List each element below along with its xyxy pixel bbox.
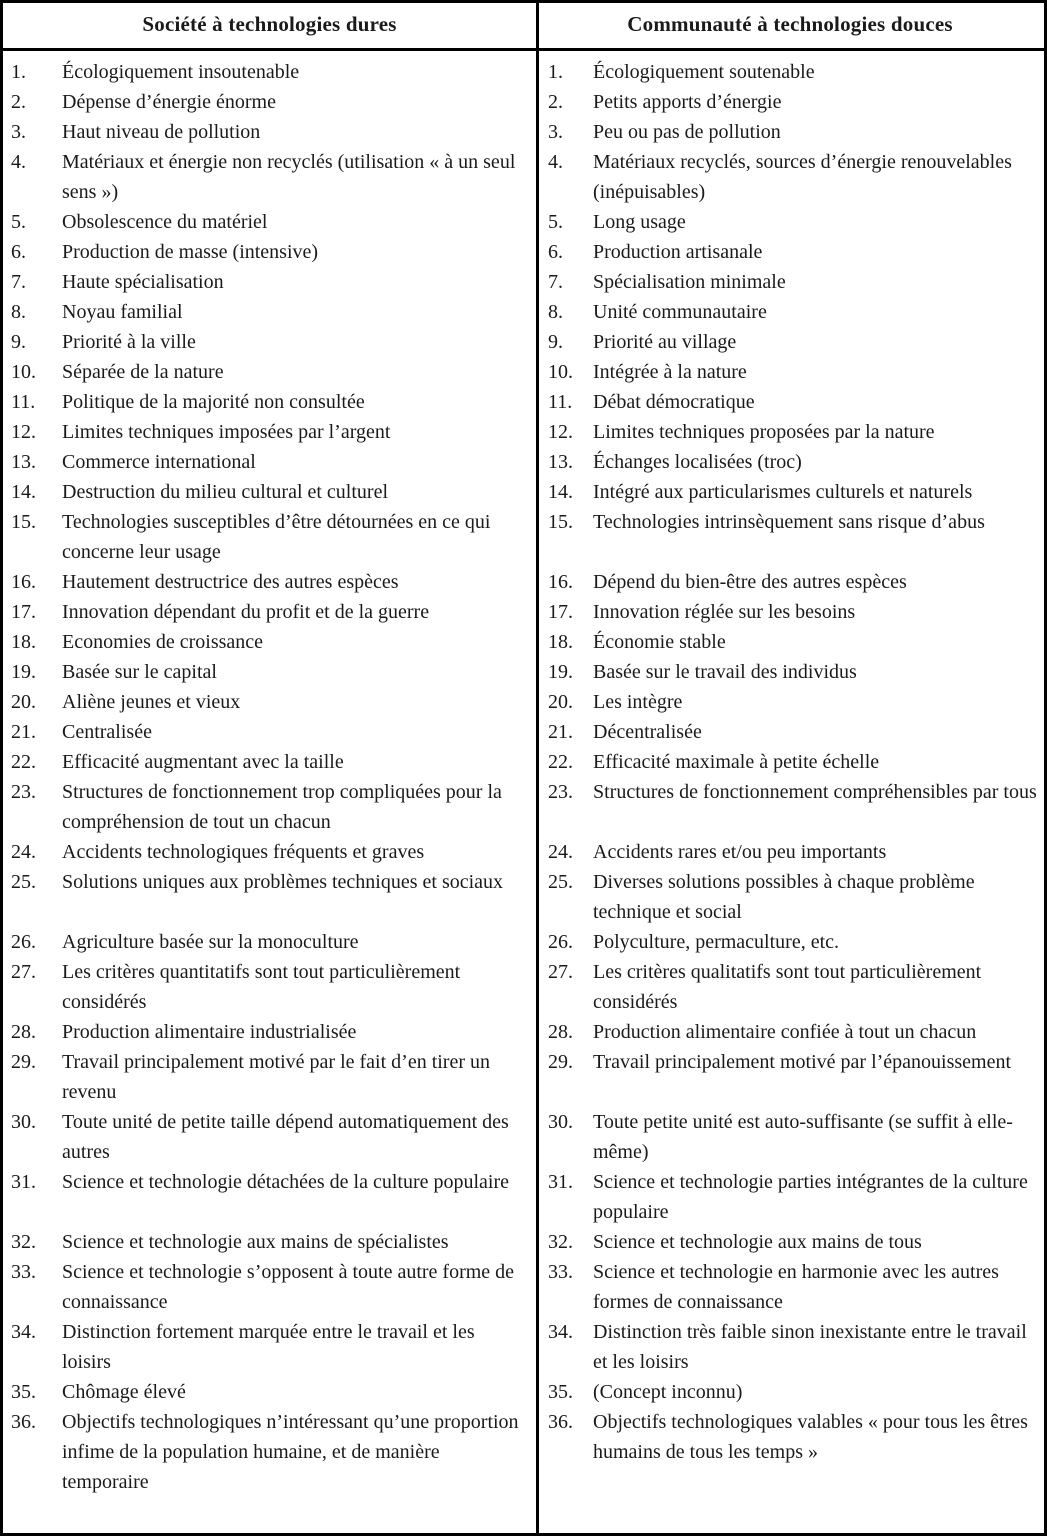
item-text-right: Intégré aux particularismes culturels et naturels [593, 481, 973, 503]
item-number-left: 1. [11, 61, 26, 83]
item-number-left: 32. [11, 1231, 36, 1253]
item-text-right: Peu ou pas de pollution [593, 121, 781, 143]
item-text-right: Structures de fonctionnement compréhensibles par tous [593, 781, 1037, 803]
item-text-right: Science et technologie en harmonie avec les autres formes de connaissance [593, 1261, 999, 1313]
item-text-left: Structures de fonctionnement trop compliquées pour la compréhension de tout un chacun [62, 781, 502, 833]
item-number-right: 29. [548, 1051, 573, 1073]
item-text-left: Innovation dépendant du profit et de la guerre [62, 601, 430, 623]
item-text-left: Technologies susceptibles d’être détournées en ce qui concerne leur usage [62, 511, 491, 563]
item-text-left: Efficacité augmentant avec la taille [62, 751, 344, 773]
item-text-left: Production alimentaire industrialisée [62, 1021, 357, 1043]
item-text-left: Objectifs technologiques n’intéressant qu’une proportion infime de la population humaine, et de manière temporaire [62, 1411, 519, 1493]
item-text-left: Distinction fortement marquée entre le travail et les loisirs [62, 1321, 475, 1373]
item-text-left: Haute spécialisation [62, 271, 224, 293]
item-number-left: 13. [11, 451, 36, 473]
item-number-right: 30. [548, 1111, 573, 1133]
item-number-right: 31. [548, 1171, 573, 1193]
item-text-right: Les intègre [593, 691, 683, 713]
item-text-right: Dépend du bien-être des autres espèces [593, 571, 907, 593]
table-body [3, 51, 1044, 1497]
item-text-left: Destruction du milieu cultural et culturel [62, 481, 389, 503]
item-text-right: Science et technologie aux mains de tous [593, 1231, 922, 1253]
item-number-left: 24. [11, 841, 36, 863]
item-text-right: Priorité au village [593, 331, 737, 353]
item-text-left: Centralisée [62, 721, 152, 743]
item-number-right: 7. [548, 271, 563, 293]
item-text-right: Toute petite unité est auto-suffisante (se suffit à elle-même) [593, 1111, 1013, 1163]
item-text-right: Limites techniques proposées par la nature [593, 421, 935, 443]
item-number-left: 27. [11, 961, 36, 983]
item-text-left: Aliène jeunes et vieux [62, 691, 241, 713]
item-number-left: 22. [11, 751, 36, 773]
column-divider [536, 3, 539, 1533]
item-number-left: 30. [11, 1111, 36, 1133]
item-text-left: Solutions uniques aux problèmes techniques et sociaux [62, 871, 504, 893]
item-text-left: Écologiquement insoutenable [62, 61, 300, 83]
item-number-left: 11. [11, 391, 36, 413]
item-number-right: 9. [548, 331, 563, 353]
item-text-left: Economies de croissance [62, 631, 264, 653]
item-text-right: Écologiquement soutenable [593, 61, 815, 83]
item-text-right: Diverses solutions possibles à chaque problème technique et social [593, 871, 975, 923]
item-text-right: Efficacité maximale à petite échelle [593, 751, 880, 773]
item-text-left: Dépense d’énergie énorme [62, 91, 276, 113]
item-text-right: Science et technologie parties intégrantes de la culture populaire [593, 1171, 1028, 1223]
item-text-right: Technologies intrinsèquement sans risque d’abus [593, 511, 985, 533]
item-text-left: Obsolescence du matériel [62, 211, 268, 233]
item-number-right: 18. [548, 631, 573, 653]
item-number-left: 10. [11, 361, 36, 383]
item-number-left: 2. [11, 91, 26, 113]
item-text-left: Noyau familial [62, 301, 183, 323]
item-number-right: 35. [548, 1381, 573, 1403]
item-text-right: Polyculture, permaculture, etc. [593, 931, 840, 953]
item-number-right: 5. [548, 211, 563, 233]
item-text-right: Long usage [593, 211, 686, 233]
item-number-left: 9. [11, 331, 26, 353]
item-text-right: Les critères qualitatifs sont tout particulièrement considérés [593, 961, 982, 1013]
item-number-left: 23. [11, 781, 36, 803]
item-number-right: 36. [548, 1411, 573, 1433]
item-number-right: 24. [548, 841, 573, 863]
item-number-left: 12. [11, 421, 36, 443]
item-number-right: 34. [548, 1321, 573, 1343]
item-text-left: Matériaux et énergie non recyclés (utilisation « à un seul sens ») [62, 151, 516, 203]
item-text-left: Science et technologie aux mains de spécialistes [62, 1231, 449, 1253]
item-text-left: Toute unité de petite taille dépend automatiquement des autres [62, 1111, 509, 1163]
item-number-left: 31. [11, 1171, 36, 1193]
item-number-right: 25. [548, 871, 573, 893]
item-text-left: Production de masse (intensive) [62, 241, 319, 263]
item-text-right: Travail principalement motivé par l’épanouissement [593, 1051, 1012, 1073]
column-header-hard-tech: Société à technologies dures [142, 12, 397, 36]
item-number-left: 33. [11, 1261, 36, 1283]
item-number-left: 34. [11, 1321, 36, 1343]
item-number-right: 26. [548, 931, 573, 953]
item-text-left: Haut niveau de pollution [62, 121, 261, 143]
item-number-right: 28. [548, 1021, 573, 1043]
item-number-left: 21. [11, 721, 36, 743]
item-number-left: 17. [11, 601, 36, 623]
item-number-right: 10. [548, 361, 573, 383]
item-number-right: 6. [548, 241, 563, 263]
item-text-right: Production artisanale [593, 241, 763, 263]
item-number-left: 18. [11, 631, 36, 653]
item-number-left: 28. [11, 1021, 36, 1043]
item-text-right: Innovation réglée sur les besoins [593, 601, 856, 623]
item-number-right: 19. [548, 661, 573, 683]
item-number-right: 13. [548, 451, 573, 473]
item-text-right: Unité communautaire [593, 301, 767, 323]
item-text-right: Spécialisation minimale [593, 271, 786, 293]
item-text-left: Science et technologie s’opposent à toute autre forme de connaissance [62, 1261, 515, 1313]
item-number-left: 15. [11, 511, 36, 533]
item-text-right: Matériaux recyclés, sources d’énergie renouvelables (inépuisables) [593, 151, 1012, 203]
item-number-right: 11. [548, 391, 573, 413]
item-text-right: Objectifs technologiques valables « pour tous les êtres humains de tous les temps » [593, 1411, 1028, 1463]
item-text-right: Petits apports d’énergie [593, 91, 782, 113]
item-number-left: 16. [11, 571, 36, 593]
item-text-left: Priorité à la ville [62, 331, 196, 353]
item-text-left: Politique de la majorité non consultée [62, 391, 365, 413]
item-number-right: 14. [548, 481, 573, 503]
item-text-left: Science et technologie détachées de la culture populaire [62, 1171, 510, 1193]
item-text-right: Accidents rares et/ou peu importants [593, 841, 887, 863]
item-number-right: 15. [548, 511, 573, 533]
item-text-right: Décentralisée [593, 721, 702, 743]
item-number-left: 19. [11, 661, 36, 683]
item-number-right: 20. [548, 691, 573, 713]
item-number-right: 2. [548, 91, 563, 113]
item-text-left: Agriculture basée sur la monoculture [62, 931, 359, 953]
item-text-left: Basée sur le capital [62, 661, 217, 683]
item-number-left: 25. [11, 871, 36, 893]
item-number-left: 26. [11, 931, 36, 953]
item-number-left: 29. [11, 1051, 36, 1073]
item-number-left: 36. [11, 1411, 36, 1433]
item-number-right: 21. [548, 721, 573, 743]
table-header-row [3, 3, 1044, 51]
item-number-left: 20. [11, 691, 36, 713]
item-number-left: 35. [11, 1381, 36, 1403]
item-number-left: 14. [11, 481, 36, 503]
item-text-right: Production alimentaire confiée à tout un chacun [593, 1021, 977, 1043]
item-text-right: Débat démocratique [593, 391, 755, 413]
item-number-right: 27. [548, 961, 573, 983]
item-number-left: 5. [11, 211, 26, 233]
item-text-right: Basée sur le travail des individus [593, 661, 857, 683]
item-text-left: Travail principalement motivé par le fait d’en tirer un revenu [62, 1051, 491, 1103]
item-number-left: 7. [11, 271, 26, 293]
item-number-right: 33. [548, 1261, 573, 1283]
item-text-right: (Concept inconnu) [593, 1381, 743, 1403]
item-number-right: 32. [548, 1231, 573, 1253]
item-text-left: Séparée de la nature [62, 361, 224, 383]
item-number-right: 23. [548, 781, 573, 803]
item-text-left: Accidents technologiques fréquents et graves [62, 841, 425, 863]
item-text-right: Distinction très faible sinon inexistante entre le travail et les loisirs [593, 1321, 1027, 1373]
item-text-left: Chômage élevé [62, 1381, 186, 1403]
item-text-right: Échanges localisées (troc) [593, 451, 802, 473]
item-number-right: 3. [548, 121, 563, 143]
item-number-right: 4. [548, 151, 563, 173]
item-text-right: Économie stable [593, 631, 726, 653]
item-number-left: 6. [11, 241, 26, 263]
item-text-right: Intégrée à la nature [593, 361, 747, 383]
item-text-left: Hautement destructrice des autres espèces [62, 571, 399, 593]
item-number-left: 4. [11, 151, 26, 173]
item-text-left: Commerce international [62, 451, 256, 473]
item-text-left: Limites techniques imposées par l’argent [62, 421, 391, 443]
column-header-soft-tech: Communauté à technologies douces [627, 12, 953, 36]
item-number-right: 8. [548, 301, 563, 323]
item-number-right: 16. [548, 571, 573, 593]
item-number-left: 3. [11, 121, 26, 143]
item-number-right: 17. [548, 601, 573, 623]
item-number-right: 12. [548, 421, 573, 443]
item-number-right: 22. [548, 751, 573, 773]
item-number-right: 1. [548, 61, 563, 83]
item-number-left: 8. [11, 301, 26, 323]
item-text-left: Les critères quantitatifs sont tout particulièrement considérés [62, 961, 461, 1013]
